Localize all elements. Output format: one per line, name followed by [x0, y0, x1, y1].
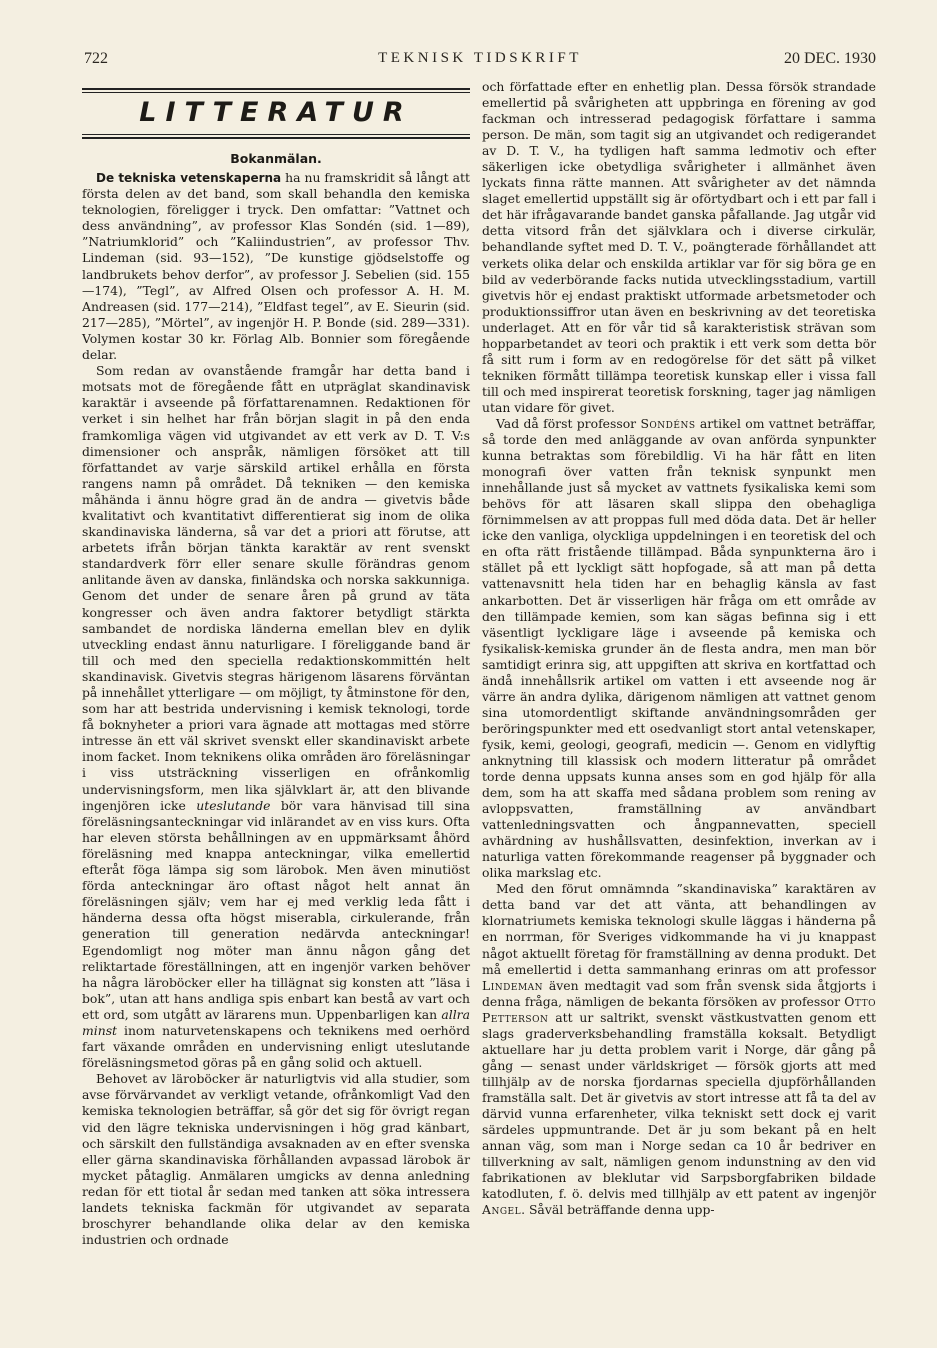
author-name: Otto Petterson: [482, 993, 876, 1025]
left-column: [82, 80, 470, 1248]
issue-date: 20 DEC. 1930: [784, 50, 876, 67]
author-name: Lindeman: [482, 977, 544, 993]
section-subtitle: Bokanmälan.: [230, 151, 322, 166]
emphasis: allra minst: [82, 1006, 470, 1038]
author-name: Angel: [482, 1202, 522, 1218]
page-header: [84, 50, 876, 72]
paragraph: Behovet av läroböcker är naturligtvis vid alla studier, som avse förvärvandet av verkligt vetande, ofrånkomligt Vad den kemiska teknologien beträffar, så gör det sig för övrigt regan vid den lägre tekniska undervisningen i hög grad känbart, och särskilt den fullständiga avsaknaden av en efter svenska eller gärna skandinaviska förhållanden avpassad lärobok är mycket påtaglig. Anmälaren umgicks av denna anledning redan för ett tiotal år sedan med tanken att söka intressera landets tekniska fackmän för utgivandet av separata broschyrer behandlande olika delar av den kemiska industrien och ordnade: [82, 1071, 470, 1248]
divider: [82, 134, 470, 139]
author-name: Sondéns: [640, 415, 696, 431]
paragraph: De tekniska vetenskaperna ha nu framskridit så långt att första delen av det band, som skall behandla den kemiska teknologien, föreligger i tryck. Den omfattar: ”Vattnet och dess användning”, av professor Klas Sondén (sid. 1—89), ”Natriumklorid” och ”Kaliindustrien”, av professor Thv. Lindeman (sid. 93—152), ”De kunstige gjödselstoffe og landbrukets behov derfor”, av professor J. Sebelien (sid. 155—174), ”Tegl”, av Alfred Olsen och professor A. H. M. Andreasen (sid. 177—214), ”Eldfast tegel”, av E. Sieurin (sid. 217—285), ”Mörtel”, av ingenjör H. P. Bonde (sid. 289—331). Volymen kostar 30 kr. Förlag Alb. Bonnier som föregående delar.: [82, 170, 470, 363]
emphasis: uteslutande: [196, 797, 271, 813]
journal-title: TEKNISK TIDSKRIFT: [378, 50, 582, 66]
section-title: LITTERATUR: [139, 97, 413, 128]
paragraph: Med den förut omnämnda ”skandinaviska” karaktären av detta band var det att vänta, att behandlingen av klornatriumets kemiska teknologi skulle läggas i händerna på en norrman, för Sveriges vidkommande ha vi ju knappast något aktuellt företag för framställning av denna produkt. Det må emellertid i detta sammanhang erinras om att professor Lindeman även medtagit vad som från svensk sida åtgjorts i denna fråga, nämligen de bekanta försöken av professor Otto Petterson att ur saltrikt, svenskt västkustvatten genom ett slags graderverksbehandling framställa koksalt. Betydligt aktuellare har ju detta problem varit i Norge, där gång på gång — senast under världskriget — försök gjorts att med tillhjälp av de norska fjordarnas speciella djupförhållanden framställa salt. Det är givetvis av stort intresse att få ta del av därvid vunna erfarenheter, vilka tekniskt sett dock ej varit särdeles uppmuntrande. Det är ju som bekant på en helt annan väg, som man i Norge sedan ca 10 år bedriver en tillverkning av salt, nämligen genom indunstning av den vid fabrikationen av bleklutar vid Sarpsborgfabriken bildade katodluten, f. ö. delvis med tillhjälp av ett patent av ingenjör Angel. Såväl beträffande denna upp-: [482, 881, 876, 1218]
paragraph: Som redan av ovanstående framgår har detta band i motsats mot de föregående fått en utpräglat skandinavisk karaktär i avseende på författarenamnen. Redaktionen för verket i sin helhet har från början slagit in på den enda framkomliga vägen vid utgivandet av ett verk av D. T. V:s dimensioner och anspråk, nämligen försöket att till författandet av varje särskild artikel erhålla en första rangens namn på området. Då tekniken — den kemiska måhända i ännu högre grad än de andra — givetvis både kvalitativt och kvantitativt differentierat sig inom de olika skandinaviska länderna, så var det a priori att förutse, att arbetets ifrån början tänkta karaktär av rent svenskt standardverk förr eller senare skulle förändras genom anlitande även av danska, finländska och norska sakkunniga. Genom det under de senare åren på grund av täta kongresser och även andra faktorer betydligt stärkta sambandet de nordiska länderna emellan blev en dylik utveckling endast ännu naturligare. I föreliggande band är till och med den speciella redaktionskommittén helt skandinavisk. Givetvis stegras härigenom läsarens förväntan på innehållet ytterligare — om möjligt, ty åtminstone för den, som har att bestrida undervisning i kemisk teknologi, torde få boknyheter a priori vara ägnade att mottagas med större intresse än ett väl skrivet svenskt eller skandinaviskt arbete inom facket. Inom teknikens olika områden äro föreläsningar i viss utsträckning visserligen en ofrånkomlig undervisningsform, men lika självklart är, att den blivande ingenjören icke uteslutande bör vara hänvisad till sina föreläsningsanteckningar vid inlärandet av en viss kurs. Ofta har eleven största behållningen av en uppmärksamt åhörd föreläsning med knappa anteckningar, vilka emellertid efteråt föga lämpa sig som lärobok. Men även minutiöst förda anteckningar äro oftast något helt annat än föreläsningen själv; vem har ej med verklig leda fått i händerna dessa ofta högst miserabla, cirkulerande, från generation till generation nedärvda anteckningar! Egendomligt nog möter man ännu någon gång det reliktartade föreställningen, att en ingenjör varken behöver ha några läroböcker eller ha tillägnat sig konsten att ”läsa i bok”, utan att hans andliga spis enbart kan bestå av vart och ett ord, som utgått av lärarens mun. Uppenbarligen kan allra minst inom naturvetenskapens och teknikens med oerhörd fart växande områden en undervisning enligt uteslutande föreläsningsmetod göras på en gång solid och aktuell.: [82, 363, 470, 1071]
keyword: De tekniska vetenskaperna: [96, 171, 282, 185]
page-number: 722: [84, 50, 108, 67]
paragraph: och författade efter en enhetlig plan. Dessa försök strandade emellertid på svårigheten att uppbringa en förening av god fackman och intresserad pedagogisk författare i samma person. De män, som tagit sig an utgivandet och redigerandet av D. T. V., ha tydligen haft samma ledmotiv och efter säkerligen icke obetydliga svårigheter i allmänhet även lyckats finna rätte mannen. Att svårigheter av det nämnda slaget emellertid uppställt sig är oförtydbart och i ett par fall i det här ifrågavarande bandet ganska påfallande. Jag utgår vid detta vitsord från det självklara och i diverse cirkulär, behandlande syftet med D. T. V., poängterade förhållandet att verkets olika delar och enskilda artiklar var för sig böra ge en bild av vederbörande facks nutida utvecklingsstadium, vartill givetvis hör ej endast praktiskt utformade arbetsmetoder och produktionssiffror utan även en beskrivning av det teoretiska underlaget. Att en för vår tid så karakteristisk strävan som hopparbetandet av teori och praktik i ett verk som detta bör få sitt rum i form av en redogörelse för det sätt på vilket tekniken förmått tillämpa teoretisk kunskap eller i vissa fall till och med inspirerat teoretisk forskning, tager jag nämligen utan vidare för givet.: [482, 79, 876, 415]
right-column: [482, 79, 876, 1218]
paragraph: Vad då först professor Sondéns artikel om vattnet beträffar, så torde den med anläggande av ovan anförda synpunkter kunna betraktas som förebildlig. Vi ha här fått en liten monografi över vatten från teknisk synpunkt men innehållande just så mycket av vattnets fysikaliska kemi som behövs för att läsaren skall slippa den obehagliga förnimmelsen av att proppas full med döda data. Det är heller icke den vanliga, olyckliga uppdelningen i en teoretisk del och en ofta rätt fristående tillämpad. Båda synpunkterna äro i stället på ett lyckligt sätt hopfogade, så att man på detta vattenavsnitt hela tiden har en behaglig känsla av fast ankarbotten. Det är visserligen här fråga om ett område av den tillämpade kemien, som kan sägas befinna sig i ett väsentligt lyckligare läge i avseende på kemiska och fysikalisk-kemiska grunder än de flesta andra, men man bör samtidigt erinra sig, att uppgiften att skriva en kortfattad och ändå innehållsrik artikel om vatten i ett avseende nog är värre än andra dylika, därigenom nämligen att vattnet genom sina utomordentligt skiftande användningsområden ger beröringspunkter med ett osedvanligt stort antal vetenskaper, fysik, kemi, geologi, geografi, medicin —. Genom en vidlyftig anknytning till klassisk och modern litteratur på området torde denna uppsats kunna anses som en god hjälp för alla dem, som ha att skaffa med sådana problem som rening av avloppsvatten, framställning av användbart vattenledningsvatten och ångpannevatten, speciell avhärdning av hushållsvatten, desinfektion, inverkan av i naturliga vatten förekommande reagenser på byggnader och olika markslag etc.: [482, 415, 876, 881]
